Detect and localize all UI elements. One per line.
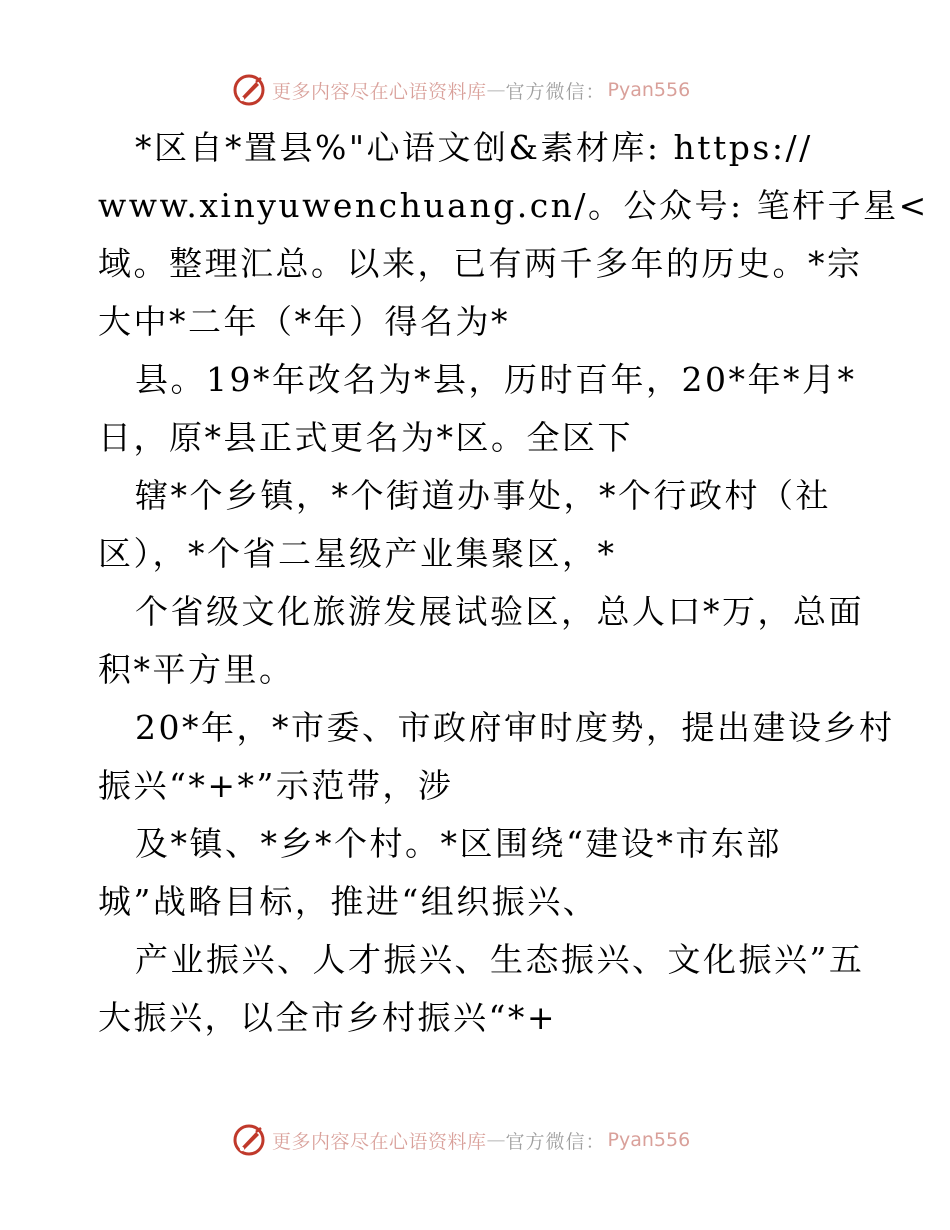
text-line: 域。整理汇总。以来，已有两千多年的历史。*宗 bbox=[98, 244, 863, 283]
text-line: 大振兴，以全市乡村振兴“*+ bbox=[98, 998, 558, 1037]
promo-text: 更多内容尽在心语资料库 bbox=[272, 1130, 487, 1153]
wechat-id: Pyan556 bbox=[607, 79, 691, 101]
wechat-id: Pyan556 bbox=[607, 1129, 691, 1151]
text-line: 个省级文化旅游发展试验区，总人口*万，总面 bbox=[135, 592, 864, 631]
text-line: 大中*二年（*年）得名为* bbox=[98, 302, 510, 341]
text-line: 及*镇、*乡*个村。*区围绕“建设*市东部 bbox=[135, 824, 782, 863]
text-line: 辖*个乡镇，*个街道办事处，*个行政村（社 bbox=[135, 476, 831, 515]
separator: — bbox=[486, 1129, 506, 1151]
quill-pen-logo-icon bbox=[232, 1123, 266, 1157]
footer-banner bbox=[232, 1122, 712, 1158]
text-line: 县。19*年改名为*县，历时百年，20*年*月* bbox=[135, 360, 857, 399]
wechat-label: 官方微信： bbox=[505, 1130, 606, 1153]
text-line: 产业振兴、人才振兴、生态振兴、文化振兴”五 bbox=[135, 940, 865, 979]
text-line: 振兴“*+*”示范带，涉 bbox=[98, 766, 454, 805]
promo-text: 更多内容尽在心语资料库 bbox=[272, 80, 487, 103]
quill-pen-logo-icon bbox=[232, 73, 266, 107]
text-line: www.xinyuwenchuang.cn/。公众号: 笔杆子星< bbox=[98, 186, 929, 225]
text-line: 区），*个省二星级产业集聚区，* bbox=[98, 534, 617, 573]
header-banner bbox=[232, 72, 712, 108]
separator: — bbox=[486, 79, 506, 101]
text-line: 20*年，*市委、市政府审时度势，提出建设乡村 bbox=[135, 708, 895, 747]
wechat-label: 官方微信： bbox=[505, 80, 606, 103]
text-line: 日，原*县正式更名为*区。全区下 bbox=[98, 418, 633, 457]
text-line: *区自*置县%"心语文创&素材库: https:// bbox=[135, 128, 813, 167]
text-line: 城”战略目标，推进“组织振兴、 bbox=[98, 882, 599, 921]
text-line: 积*平方里。 bbox=[98, 650, 295, 689]
